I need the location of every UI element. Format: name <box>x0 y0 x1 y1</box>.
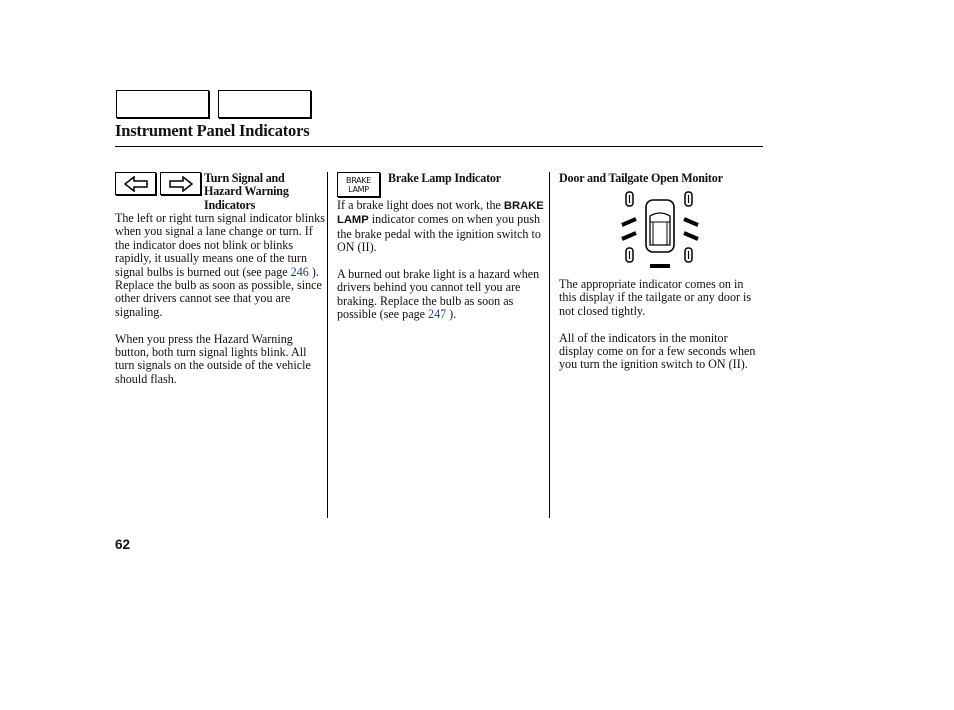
title-divider <box>115 146 763 147</box>
brake-lamp-term: BRAKE LAMP <box>337 200 544 227</box>
nav-button-2[interactable] <box>218 90 311 118</box>
page-link-246[interactable]: 246 <box>290 264 309 279</box>
column-divider-2 <box>549 172 550 518</box>
column-divider-1 <box>327 172 328 518</box>
brake-lamp-icon: BRAKE LAMP <box>337 172 380 197</box>
brake-lamp-para-1: If a brake light does not work, the BRAKE LAMP indicator comes on when you push the brake pedal with the ignition switch to ON (II). <box>337 198 544 255</box>
nav-button-1[interactable] <box>116 90 209 118</box>
left-arrow-icon <box>123 176 149 192</box>
page-number: 62 <box>115 537 131 552</box>
brake-lamp-para-2: A burned out brake light is a hazard when drivers behind you cannot tell you are braking. Replace the bulb as soon as possible (see page 247 ). <box>337 267 540 322</box>
turn-signal-para-2: When you press the Hazard Warning button, both turn signal lights blink. All turn signals on the outside of the vehicle should flash. <box>115 331 311 386</box>
right-turn-indicator <box>160 172 201 195</box>
door-monitor-para-1: The appropriate indicator comes on in this display if the tailgate or any door is not closed tightly. <box>559 277 752 318</box>
door-monitor-icon <box>612 190 708 272</box>
page-link-247[interactable]: 247 <box>428 307 447 322</box>
turn-signal-para-1: The left or right turn signal indicator blinks when you signal a lane change or turn. If the indicator does not blink or blinks rapidly, it usually means one of the turn signal bulbs is burned out (see page 246 ). Replace the bulb as soon as possible, since other drivers cannot see that you are signaling. <box>115 211 325 319</box>
right-arrow-icon <box>168 176 194 192</box>
door-monitor-heading: Door and Tailgate Open Monitor <box>559 171 723 185</box>
left-turn-indicator <box>115 172 156 195</box>
turn-signal-text <box>115 212 325 386</box>
page-title: Instrument Panel Indicators <box>115 121 310 140</box>
door-monitor-para-2: All of the indicators in the monitor display come on for a few seconds when you turn the ignition switch to ON (II). <box>559 330 756 372</box>
turn-signal-heading: Turn Signal and Hazard Warning Indicators <box>204 171 289 212</box>
brake-lamp-text <box>337 199 547 322</box>
door-monitor-text <box>559 278 759 372</box>
brake-lamp-heading: Brake Lamp Indicator <box>388 171 501 185</box>
